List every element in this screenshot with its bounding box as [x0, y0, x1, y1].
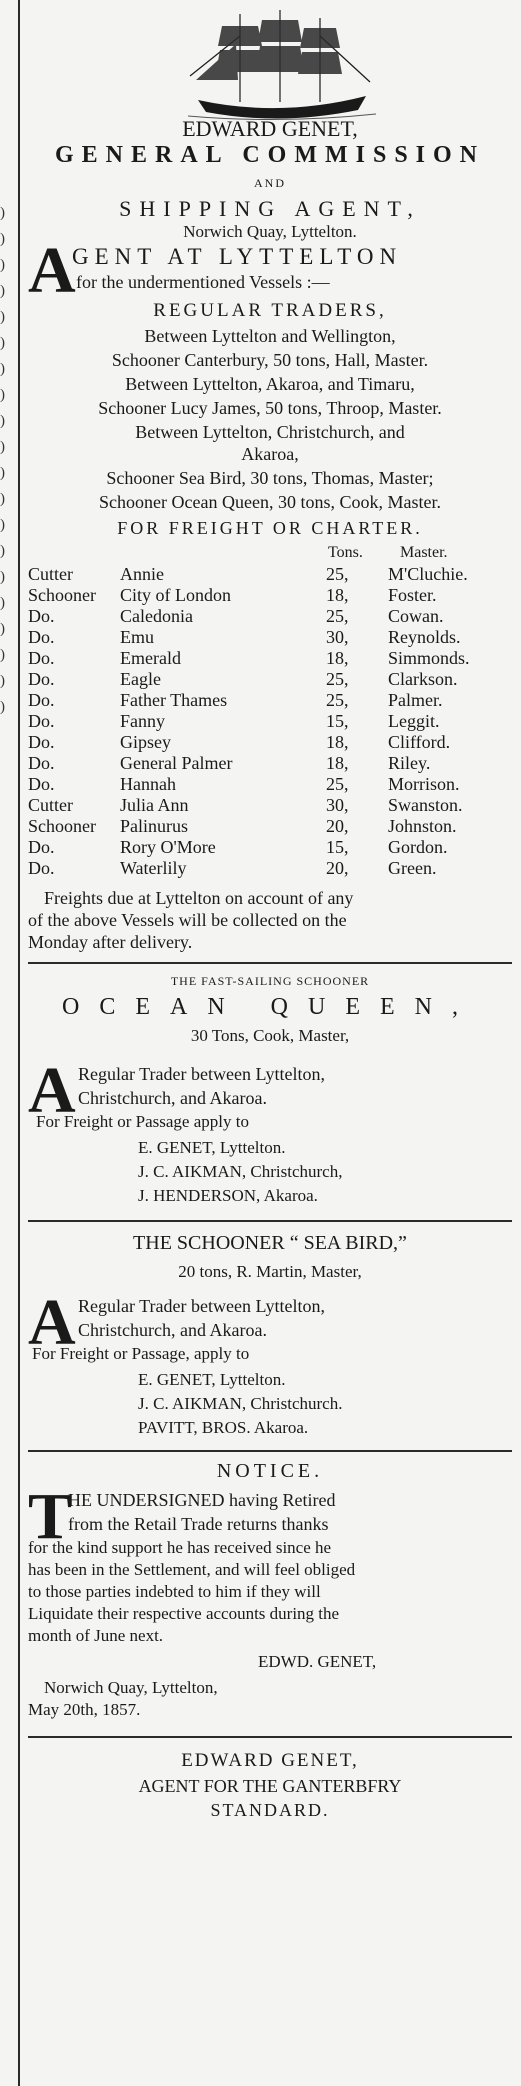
- vessel-master: Clarkson.: [388, 669, 458, 689]
- notice5-line2: STANDARD.: [210, 1800, 330, 1820]
- vessel-name: General Palmer: [120, 753, 233, 773]
- vessel-row: [28, 564, 512, 585]
- vessel-type: Cutter: [28, 564, 73, 584]
- dropcap-ocean: A: [28, 1054, 76, 1127]
- vessel-tons: 30,: [326, 627, 349, 647]
- notice3-line2: Christchurch, and Akaroa.: [78, 1320, 267, 1340]
- notice3-apply: For Freight or Passage, apply to: [32, 1344, 250, 1363]
- notice3-line1: Regular Trader between Lyttelton,: [78, 1296, 325, 1316]
- vessel-master: Reynolds.: [388, 627, 461, 647]
- vessel-name: Fanny: [120, 711, 165, 731]
- notice1-title2: SHIPPING AGENT,: [119, 196, 421, 221]
- notice1-regular: REGULAR TRADERS,: [153, 300, 387, 321]
- notice5-name: EDWARD GENET,: [181, 1750, 359, 1771]
- route-line: Schooner Lucy James, 50 tons, Throop, Master.: [98, 398, 442, 418]
- vessel-type: Schooner: [28, 816, 96, 836]
- notice2-kicker: THE FAST-SAILING SCHOONER: [170, 974, 370, 988]
- vessel-tons: 20,: [326, 858, 349, 878]
- notice1-title: GENERAL COMMISSION: [54, 142, 486, 168]
- notice4-place: Norwich Quay, Lyttelton,: [44, 1678, 218, 1697]
- vessel-name: Rory O'More: [120, 837, 216, 857]
- vessel-name: Palinurus: [120, 816, 189, 836]
- vessel-master: M'Cluchie.: [388, 564, 468, 584]
- notice1-agent-for: for the undermentioned Vessels :—: [76, 272, 330, 292]
- margin-fragments: ) ) ) ) ) ) ) ) ) ) ) ) ) ) ) ) ) ) ) ): [0, 205, 5, 715]
- vessel-tons: 30,: [326, 795, 349, 815]
- vessel-master: Johnston.: [388, 816, 457, 836]
- vessel-name: Waterlily: [120, 858, 187, 878]
- vessel-row: [28, 774, 512, 795]
- vessel-row: [28, 837, 512, 858]
- route-line: Between Lyttelton, Akaroa, and Timaru,: [125, 374, 415, 394]
- notice2-agent: J. C. AIKMAN, Christchurch,: [138, 1162, 343, 1181]
- notice1-name: EDWARD GENET,: [182, 116, 358, 141]
- vessel-row: [28, 795, 512, 816]
- vessel-type: Do.: [28, 732, 55, 752]
- vessel-tons: 25,: [326, 774, 349, 794]
- notice3-master: 20 tons, R. Martin, Master,: [178, 1262, 362, 1281]
- separator: [28, 1736, 512, 1738]
- vessel-tons: 18,: [326, 648, 349, 668]
- vessel-type: Do.: [28, 669, 55, 689]
- notice2-name: OCEAN QUEEN,: [62, 994, 478, 1020]
- vessel-master: Gordon.: [388, 837, 448, 857]
- col-master: Master.: [400, 544, 448, 561]
- notice1-agent: GENT AT LYTTELTON: [72, 244, 403, 269]
- route-line: Schooner Canterbury, 50 tons, Hall, Master.: [111, 350, 429, 370]
- freight-note: Monday after delivery.: [28, 932, 193, 952]
- vessel-type: Do.: [28, 606, 55, 626]
- notice5-line1: AGENT FOR THE GANTERBFRY: [138, 1776, 402, 1796]
- column-rule: [18, 0, 20, 2086]
- separator: [28, 1450, 512, 1452]
- vessel-name: Emu: [120, 627, 154, 647]
- vessel-row: [28, 858, 512, 879]
- notice1-and: AND: [254, 176, 286, 190]
- vessel-master: Foster.: [388, 585, 437, 605]
- vessel-row: [28, 732, 512, 753]
- vessel-tons: 18,: [326, 732, 349, 752]
- vessel-row: [28, 711, 512, 732]
- vessel-type: Do.: [28, 858, 55, 878]
- vessel-master: Green.: [388, 858, 437, 878]
- vessel-tons: 18,: [326, 585, 349, 605]
- notice2-line1: Regular Trader between Lyttelton,: [78, 1064, 325, 1084]
- vessel-type: Schooner: [28, 585, 96, 605]
- freight-note: of the above Vessels will be collected on the: [28, 910, 347, 930]
- vessel-name: Father Thames: [120, 690, 228, 710]
- col-tons: Tons.: [328, 544, 363, 561]
- vessel-tons: 15,: [326, 837, 349, 857]
- notice4-lead: HE UNDERSIGNED having Retired: [68, 1490, 336, 1510]
- separator: [28, 962, 512, 964]
- vessel-tons: 25,: [326, 669, 349, 689]
- vessel-row: [28, 585, 512, 606]
- vessel-tons: 15,: [326, 711, 349, 731]
- vessel-table: [28, 564, 512, 879]
- vessel-master: Cowan.: [388, 606, 444, 626]
- vessel-name: Emerald: [120, 648, 181, 668]
- vessel-tons: 25,: [326, 564, 349, 584]
- vessel-type: Do.: [28, 837, 55, 857]
- vessel-name: Gipsey: [120, 732, 171, 752]
- route-line: Between Lyttelton, Christchurch, and: [135, 422, 405, 442]
- vessel-tons: 25,: [326, 606, 349, 626]
- notice3-agent: E. GENET, Lyttelton.: [138, 1370, 286, 1389]
- vessel-name: Caledonia: [120, 606, 193, 626]
- notice4-body: from the Retail Trade returns thanks: [68, 1514, 329, 1534]
- vessel-row: [28, 669, 512, 690]
- separator: [28, 1220, 512, 1222]
- vessel-tons: 25,: [326, 690, 349, 710]
- notice4-body: has been in the Settlement, and will feel obliged: [28, 1560, 356, 1579]
- vessel-tons: 20,: [326, 816, 349, 836]
- vessel-type: Do.: [28, 690, 55, 710]
- vessel-tons: 18,: [326, 753, 349, 773]
- notice2-line2: Christchurch, and Akaroa.: [78, 1088, 267, 1108]
- vessel-type: Do.: [28, 774, 55, 794]
- vessel-master: Clifford.: [388, 732, 451, 752]
- vessel-master: Swanston.: [388, 795, 463, 815]
- vessel-name: Julia Ann: [120, 795, 189, 815]
- vessel-name: City of London: [120, 585, 231, 605]
- notice4-body: month of June next.: [28, 1626, 164, 1645]
- route-line: Between Lyttelton and Wellington,: [144, 326, 396, 346]
- vessel-master: Riley.: [388, 753, 431, 773]
- vessel-row: [28, 690, 512, 711]
- advertisements: [28, 0, 512, 2086]
- notice4-body: to those parties indebted to him if they will: [28, 1582, 321, 1601]
- vessel-row: [28, 753, 512, 774]
- freight-heading: FOR FREIGHT OR CHARTER.: [117, 518, 423, 538]
- notice2-agent: J. HENDERSON, Akaroa.: [138, 1186, 318, 1205]
- vessel-master: Palmer.: [388, 690, 443, 710]
- vessel-name: Eagle: [120, 669, 161, 689]
- notice2-master: 30 Tons, Cook, Master,: [190, 1026, 350, 1045]
- vessel-master: Morrison.: [388, 774, 460, 794]
- notice4-signature: EDWD. GENET,: [258, 1652, 377, 1671]
- vessel-type: Do.: [28, 627, 55, 647]
- vessel-name: Hannah: [120, 774, 176, 794]
- dropcap-seabird: A: [28, 1286, 76, 1359]
- vessel-master: Leggit.: [388, 711, 440, 731]
- vessel-type: Do.: [28, 753, 55, 773]
- vessel-row: [28, 816, 512, 837]
- route-line: Schooner Sea Bird, 30 tons, Thomas, Master;: [106, 468, 434, 488]
- notice1-address: Norwich Quay, Lyttelton.: [183, 222, 357, 241]
- vessel-name: Annie: [120, 564, 164, 584]
- vessel-master: Simmonds.: [388, 648, 470, 668]
- notice4-body: Liquidate their respective accounts during the: [28, 1604, 340, 1623]
- notice2-agent: E. GENET, Lyttelton.: [138, 1138, 286, 1157]
- notice4-body: for the kind support he has received since he: [28, 1538, 332, 1557]
- notice3-agent: J. C. AIKMAN, Christchurch.: [138, 1394, 343, 1413]
- freight-note: Freights due at Lyttelton on account of any: [44, 888, 354, 908]
- notice4-date: May 20th, 1857.: [28, 1700, 141, 1719]
- dropcap-notice: T: [28, 1480, 73, 1553]
- vessel-type: Cutter: [28, 795, 73, 815]
- notice3-title: THE SCHOONER “ SEA BIRD,”: [133, 1232, 407, 1254]
- notice3-agent: PAVITT, BROS. Akaroa.: [138, 1418, 309, 1437]
- vessel-row: [28, 606, 512, 627]
- notice2-apply: For Freight or Passage apply to: [36, 1112, 249, 1131]
- route-line: Akaroa,: [241, 444, 299, 464]
- vessel-row: [28, 627, 512, 648]
- dropcap-agent: A: [28, 234, 76, 307]
- route-line: Schooner Ocean Queen, 30 tons, Cook, Master.: [99, 492, 441, 512]
- vessel-type: Do.: [28, 648, 55, 668]
- vessel-type: Do.: [28, 711, 55, 731]
- vessel-row: [28, 648, 512, 669]
- notice4-title: NOTICE.: [216, 1460, 324, 1482]
